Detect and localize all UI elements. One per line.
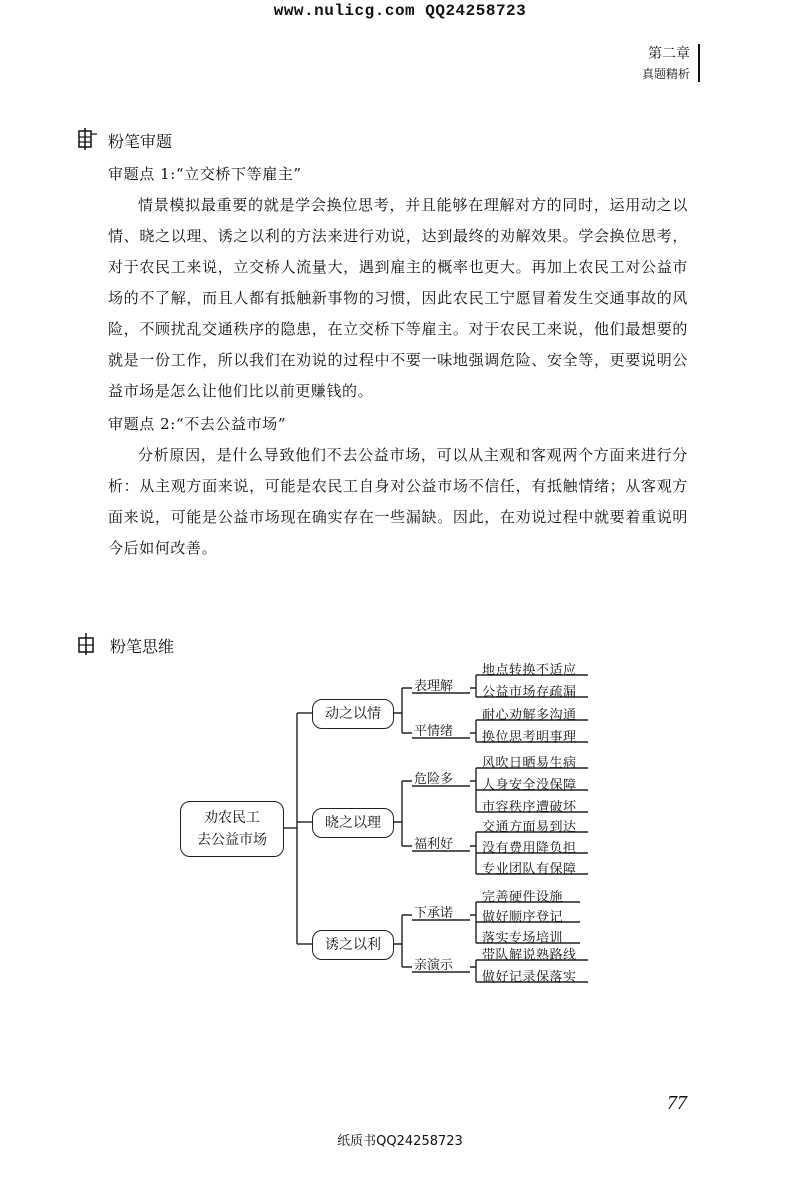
mindmap-sub-label: 表理解 — [414, 679, 454, 694]
mindmap-branch-3: 诱之以利 — [312, 930, 394, 960]
mindmap-leaf: 做好顺序登记 — [482, 910, 564, 925]
mindmap-leaf: 完善硬件设施 — [482, 890, 564, 905]
mindmap-leaf: 带队解说熟路线 — [482, 948, 577, 963]
mindmap-leaf: 交通方面易到达 — [482, 820, 577, 835]
mindmap-leaf: 换位思考明事理 — [482, 730, 577, 745]
chapter-title: 第二章 — [648, 46, 690, 62]
mindmap-root — [180, 801, 284, 857]
mindmap-leaf: 人身安全没保障 — [482, 778, 577, 793]
mindmap-sub-label: 平情绪 — [414, 724, 454, 739]
mindmap-leaf: 市容秩序遭破坏 — [482, 800, 577, 815]
mindmap-sub-label: 下承诺 — [414, 906, 454, 921]
review-point-1: 审题点 1:“立交桥下等雇主” — [108, 165, 302, 183]
mindmap-sub-label: 亲演示 — [414, 958, 454, 973]
mindmap-root-line1: 劝农民工 — [204, 810, 260, 826]
review-paragraph-1: 情景模拟最重要的就是学会换位思考，并且能够在理解对方的同时，运用动之以情、晓之以理、诱之以利的方法来进行劝说，达到最终的劝解效果。学会换位思考，对于农民工来说，立交桥人流量大，遇到雇主的概率也更大。再加上农民工对公益市场的不了解，而且人都有抵触新事物的习惯，因此农民工宁愿冒着发生交通事故的风险，不顾扰乱交通秩序的隐患，在立交桥下等雇主。对于农民工来说，他们最想要的就是一份工作，所以我们在劝说的过程中不要一味地强调危险、安全等，更要说明公益市场是怎么让他们比以前更赚钱的。 — [108, 196, 688, 400]
mindmap-sub-label: 危险多 — [414, 772, 454, 787]
section-title-review: 粉笔审题 — [108, 132, 173, 151]
mindmap-leaf: 没有费用降负担 — [482, 841, 577, 856]
mindmap-leaf: 专业团队有保障 — [482, 862, 577, 877]
page-number: 77 — [667, 1092, 687, 1114]
mindmap-leaf: 公益市场存疏漏 — [482, 685, 577, 700]
mindmap-sub-label: 福利好 — [414, 837, 454, 852]
watermark-bottom: 纸质书QQ24258723 — [337, 1134, 463, 1149]
mindmap-branch-2: 晓之以理 — [312, 808, 394, 838]
section-title-thinking: 粉笔思维 — [110, 637, 175, 656]
mindmap-leaf: 落实专场培训 — [482, 931, 564, 946]
mindmap-leaf: 地点转换不适应 — [482, 663, 577, 678]
mindmap-leaf: 耐心劝解多沟通 — [482, 708, 577, 723]
watermark-top: www.nulicg.com QQ24258723 — [273, 2, 527, 20]
review-paragraph-2: 分析原因，是什么导致他们不去公益市场，可以从主观和客观两个方面来进行分析：从主观方面来说，可能是农民工自身对公益市场不信任，有抵触情绪；从客观方面来说，可能是公益市场现在确实存在一些漏缺。因此，在劝说过程中就要着重说明今后如何改善。 — [108, 446, 688, 557]
mindmap-branch-1: 动之以情 — [312, 699, 394, 729]
chapter-subtitle: 真题精析 — [641, 67, 690, 81]
mindmap-leaf: 风吹日晒易生病 — [482, 756, 577, 771]
review-point-2: 审题点 2:“不去公益市场” — [108, 415, 287, 433]
mindmap-root-line2: 去公益市场 — [197, 832, 267, 848]
mindmap-leaf: 做好记录保落实 — [482, 970, 577, 985]
